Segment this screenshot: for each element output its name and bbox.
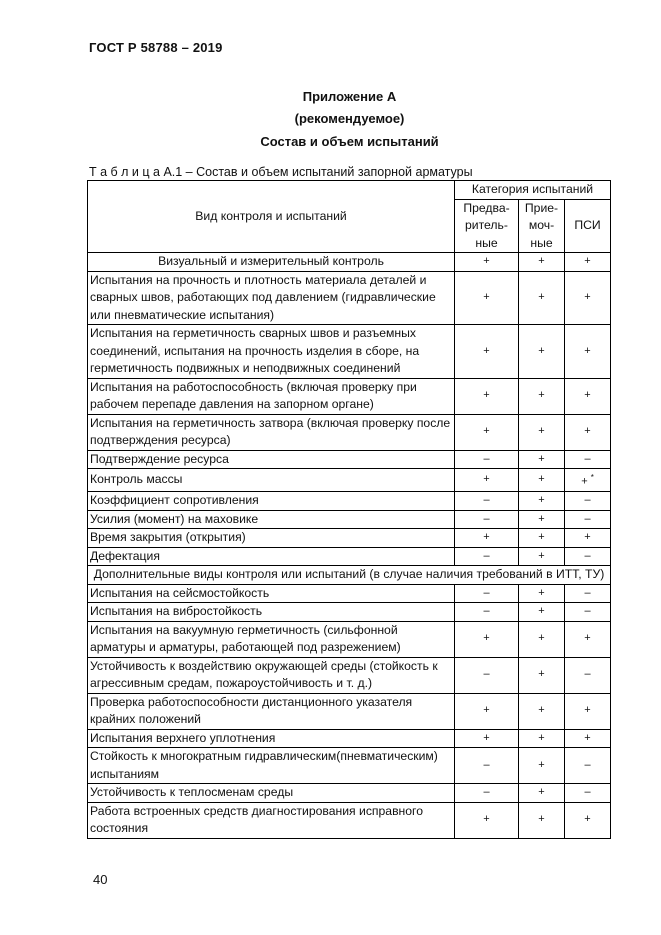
mark-preliminary	[455, 378, 519, 414]
mark-preliminary	[455, 784, 519, 803]
mark-value: +	[538, 704, 545, 717]
mark-value: +	[538, 668, 545, 681]
test-name-cell: Работа встроенных средств диагностирования исправного состояния	[88, 802, 455, 838]
mark-value: +	[538, 586, 545, 599]
table-row	[88, 729, 611, 748]
mark-preliminary	[455, 529, 519, 548]
mark-value: +	[538, 512, 545, 525]
mark-value: +	[584, 389, 591, 402]
mark-preliminary	[455, 325, 519, 379]
mark-preliminary	[455, 657, 519, 693]
table-row	[88, 510, 611, 529]
mark-psi	[565, 748, 611, 784]
table-row	[88, 529, 611, 548]
mark-acceptance	[519, 547, 565, 566]
mark-psi	[565, 378, 611, 414]
test-name-cell: Испытания на герметичность сварных швов и разъемных соединений, испытания на прочность изделия в сборе, на герметичность подвижных и неподвижных соединений	[88, 325, 455, 379]
test-name-cell: Проверка работоспособности дистанционного указателя крайних положений	[88, 693, 455, 729]
mark-value: +	[483, 389, 490, 402]
mark-acceptance	[519, 510, 565, 529]
mark-value: +	[538, 389, 545, 402]
mark-value: –	[483, 452, 490, 465]
mark-value: +	[483, 813, 490, 826]
mark-psi	[565, 802, 611, 838]
mark-value: +	[483, 731, 490, 744]
mark-acceptance	[519, 253, 565, 272]
test-name-cell: Испытания на вибростойкость	[88, 603, 455, 622]
mark-value: –	[483, 758, 490, 771]
mark-psi	[565, 584, 611, 603]
mark-psi	[565, 510, 611, 529]
col-header-psi: ПСИ	[565, 199, 611, 253]
appendix-status: (рекомендуемое)	[294, 111, 405, 126]
mark-preliminary	[455, 510, 519, 529]
mark-preliminary	[455, 469, 519, 492]
mark-value: +	[584, 255, 591, 267]
mark-preliminary	[455, 802, 519, 838]
mark-acceptance	[519, 450, 565, 469]
appendix-subtitle: Состав и объем испытаний	[260, 134, 439, 149]
mark-value: –	[584, 786, 591, 799]
table-row	[88, 693, 611, 729]
mark-acceptance	[519, 748, 565, 784]
mark-value: +	[538, 452, 545, 465]
mark-preliminary	[455, 729, 519, 748]
mark-psi	[565, 784, 611, 803]
mark-value: +	[483, 425, 490, 438]
test-name-cell: Визуальный и измерительный контроль	[88, 253, 455, 272]
mark-preliminary	[455, 748, 519, 784]
mark-acceptance	[519, 784, 565, 803]
mark-value: +	[483, 704, 490, 717]
mark-acceptance	[519, 621, 565, 657]
test-name-cell: Дефектация	[88, 547, 455, 566]
mark-value: +	[483, 531, 490, 544]
mark-psi	[565, 325, 611, 379]
section-header-cell: Дополнительные виды контроля или испытаний (в случае наличия требований в ИТТ, ТУ)	[88, 566, 611, 585]
table-row	[88, 450, 611, 469]
mark-value: +	[538, 605, 545, 618]
test-scope-table	[87, 180, 611, 839]
mark-psi	[565, 603, 611, 622]
mark-value: –	[584, 494, 591, 507]
mark-value: +	[584, 731, 591, 744]
mark-acceptance	[519, 492, 565, 511]
mark-psi	[565, 469, 611, 492]
page-number: 40	[93, 872, 108, 887]
test-name-cell: Устойчивость к воздействию окружающей среды (стойкость к агрессивным средам, пожароустойчивость и т. д.)	[88, 657, 455, 693]
mark-preliminary	[455, 547, 519, 566]
mark-psi	[565, 271, 611, 325]
mark-acceptance	[519, 325, 565, 379]
mark-value: +	[584, 531, 591, 544]
test-name-cell: Испытания на прочность и плотность материала деталей и сварных швов, работающих под давлением (гидравлические или пневматические испытания)	[88, 271, 455, 325]
test-name-cell: Время закрытия (открытия)	[88, 529, 455, 548]
test-name-cell: Испытания на работоспособность (включая проверку при рабочем перепаде давления на запорном органе)	[88, 378, 455, 414]
footnote-marker: *	[590, 473, 594, 482]
mark-acceptance	[519, 802, 565, 838]
table-row	[88, 253, 611, 272]
mark-value: +	[538, 758, 545, 771]
mark-preliminary	[455, 584, 519, 603]
mark-psi	[565, 529, 611, 548]
mark-value: –	[584, 605, 591, 618]
mark-value: +	[538, 632, 545, 645]
mark-value: +	[581, 475, 588, 488]
test-name-cell: Испытания на вакуумную герметичность (сильфонной арматуры и арматуры, работающей под разрежением)	[88, 621, 455, 657]
mark-value: +	[538, 813, 545, 826]
mark-acceptance	[519, 469, 565, 492]
mark-preliminary	[455, 603, 519, 622]
table-row	[88, 469, 611, 492]
mark-value: –	[483, 494, 490, 507]
mark-value: +	[538, 344, 545, 357]
table-row	[88, 603, 611, 622]
table-row	[88, 378, 611, 414]
mark-value: +	[538, 731, 545, 744]
test-name-cell: Усилия (момент) на маховике	[88, 510, 455, 529]
test-name-cell: Коэффициент сопротивления	[88, 492, 455, 511]
mark-psi	[565, 729, 611, 748]
mark-acceptance	[519, 693, 565, 729]
mark-value: –	[584, 758, 591, 771]
mark-acceptance	[519, 378, 565, 414]
table-row	[88, 492, 611, 511]
mark-acceptance	[519, 603, 565, 622]
mark-value: –	[483, 668, 490, 681]
col-header-acceptance: Прие- моч- ные	[519, 199, 565, 253]
test-name-cell: Испытания на герметичность затвора (включая проверку после подтверждения ресурса)	[88, 414, 455, 450]
mark-psi	[565, 547, 611, 566]
mark-value: +	[538, 255, 545, 267]
mark-value: +	[584, 425, 591, 438]
mark-acceptance	[519, 414, 565, 450]
table-row	[88, 325, 611, 379]
document-id: ГОСТ Р 58788 – 2019	[89, 40, 223, 55]
mark-value: +	[584, 632, 591, 645]
mark-value: +	[483, 473, 490, 486]
table-row	[88, 271, 611, 325]
appendix-title: Приложение А	[302, 89, 397, 104]
mark-value: +	[483, 255, 490, 267]
col-header-preliminary: Предва- ритель- ные	[455, 199, 519, 253]
test-name-cell: Контроль массы	[88, 469, 455, 492]
table-row	[88, 621, 611, 657]
mark-acceptance	[519, 657, 565, 693]
test-name-cell: Испытания верхнего уплотнения	[88, 729, 455, 748]
mark-psi	[565, 621, 611, 657]
table-row	[88, 784, 611, 803]
mark-value: –	[584, 586, 591, 599]
table-row	[88, 748, 611, 784]
mark-psi	[565, 414, 611, 450]
mark-acceptance	[519, 271, 565, 325]
mark-value: +	[538, 425, 545, 438]
mark-value: –	[483, 512, 490, 525]
mark-preliminary	[455, 693, 519, 729]
mark-value: –	[483, 605, 490, 618]
mark-preliminary	[455, 271, 519, 325]
table-row	[88, 657, 611, 693]
table-row	[88, 566, 611, 585]
mark-psi	[565, 657, 611, 693]
mark-value: +	[538, 549, 545, 562]
mark-psi	[565, 253, 611, 272]
mark-value: –	[584, 549, 591, 562]
test-name-cell: Устойчивость к теплосменам среды	[88, 784, 455, 803]
mark-value: +	[538, 291, 545, 303]
mark-psi	[565, 492, 611, 511]
mark-preliminary	[455, 414, 519, 450]
mark-value: +	[538, 786, 545, 799]
table-row	[88, 414, 611, 450]
mark-value: +	[538, 494, 545, 507]
mark-value: –	[483, 549, 490, 562]
mark-value: +	[584, 704, 591, 717]
col-header-test-type: Вид контроля и испытаний	[88, 181, 455, 253]
test-name-cell: Стойкость к многократным гидравлическим(пневматическим) испытаниям	[88, 748, 455, 784]
mark-value: +	[584, 344, 591, 357]
table-row	[88, 584, 611, 603]
mark-value: +	[483, 632, 490, 645]
mark-value: –	[483, 786, 490, 799]
mark-value: –	[483, 586, 490, 599]
table-row	[88, 547, 611, 566]
mark-value: –	[584, 512, 591, 525]
mark-preliminary	[455, 621, 519, 657]
mark-value: +	[584, 291, 591, 303]
mark-value: +	[483, 291, 490, 303]
mark-value: +	[584, 813, 591, 826]
table-row	[88, 802, 611, 838]
mark-value: +	[483, 344, 490, 357]
mark-psi	[565, 450, 611, 469]
test-name-cell: Испытания на сейсмостойкость	[88, 584, 455, 603]
mark-preliminary	[455, 253, 519, 272]
test-name-cell: Подтверждение ресурса	[88, 450, 455, 469]
mark-psi	[565, 693, 611, 729]
mark-acceptance	[519, 584, 565, 603]
table-caption: Т а б л и ц а А.1 – Состав и объем испытаний запорной арматуры	[89, 165, 473, 179]
mark-value: +	[538, 473, 545, 486]
mark-value: –	[584, 452, 591, 465]
mark-value: –	[584, 668, 591, 681]
mark-preliminary	[455, 492, 519, 511]
mark-preliminary	[455, 450, 519, 469]
col-header-category: Категория испытаний	[455, 181, 611, 200]
mark-acceptance	[519, 529, 565, 548]
mark-acceptance	[519, 729, 565, 748]
mark-value: +	[538, 531, 545, 544]
